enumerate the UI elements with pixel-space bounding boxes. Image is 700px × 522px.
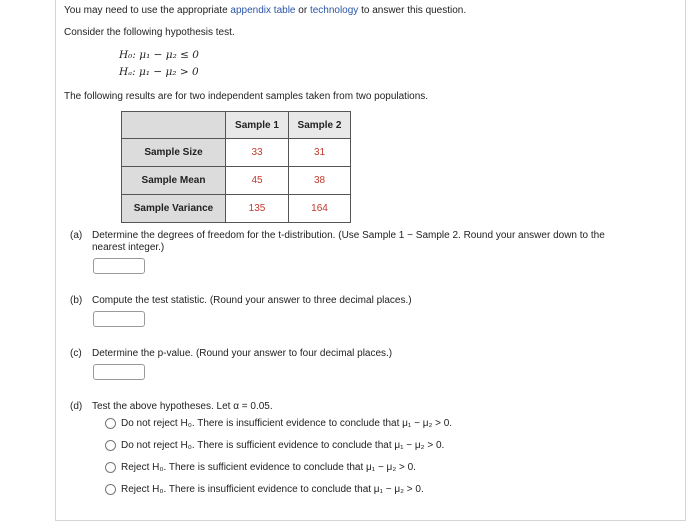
row-label-sample-size: Sample Size [122,139,226,167]
part-a-text-line2: nearest integer.) [92,242,165,253]
part-d-text: Test the above hypotheses. Let α = 0.05. [92,401,273,412]
consider-text: Consider the following hypothesis test. [64,27,235,38]
table-row [122,167,351,195]
sample-variance-1: 135 [226,195,289,223]
part-c-label: (c) [70,348,82,359]
column-header-sample-2: Sample 2 [289,112,351,139]
part-b-label: (b) [70,295,83,306]
sample-variance-2: 164 [289,195,351,223]
intro-prefix: You may need to use the appropriate [64,5,231,16]
option-3-label[interactable]: Reject H₀. There is sufficient evidence to conclude that μ₁ − μ₂ > 0. [121,462,416,473]
sample-size-2: 31 [289,139,351,167]
row-label-sample-variance: Sample Variance [122,195,226,223]
results-text: The following results are for two independent samples taken from two populations. [64,91,429,102]
part-d-label: (d) [70,401,83,412]
row-label-sample-mean: Sample Mean [122,167,226,195]
table-corner-cell [122,112,226,139]
intro-suffix: to answer this question. [358,5,467,16]
option-3-radio[interactable] [105,462,116,473]
sample-size-1: 33 [226,139,289,167]
table-row [122,195,351,223]
option-1-label[interactable]: Do not reject H₀. There is insufficient evidence to conclude that μ₁ − μ₂ > 0. [121,418,453,429]
alternative-hypothesis: Hₐ: μ₁ − μ₂ > 0 [119,66,199,78]
intro-mid: or [295,5,310,16]
p-value-input[interactable] [93,364,145,380]
technology-link[interactable]: technology [309,5,359,16]
column-header-sample-1: Sample 1 [226,112,289,139]
option-1-radio[interactable] [105,418,116,429]
part-c-text: Determine the p-value. (Round your answer to four decimal places.) [92,348,393,359]
appendix-table-link[interactable]: appendix table [230,5,296,16]
option-4-radio[interactable] [105,484,116,495]
sample-mean-1: 45 [226,167,289,195]
intro-line [64,5,466,16]
option-2-label[interactable]: Do not reject H₀. There is sufficient evidence to conclude that μ₁ − μ₂ > 0. [121,440,445,451]
table-row [122,139,351,167]
null-hypothesis: H₀: μ₁ − μ₂ ≤ 0 [119,49,199,61]
part-a-label: (a) [70,230,83,241]
part-a-text-line1: Determine the degrees of freedom for the t-distribution. (Use Sample 1 − Sample 2. Round your answer down to the [92,230,605,241]
option-4-label[interactable]: Reject H₀. There is insufficient evidence to conclude that μ₁ − μ₂ > 0. [121,484,424,495]
table-header-row [122,112,351,139]
sample-mean-2: 38 [289,167,351,195]
option-2-radio[interactable] [105,440,116,451]
degrees-of-freedom-input[interactable] [93,258,145,274]
part-b-text: Compute the test statistic. (Round your answer to three decimal places.) [92,295,412,306]
sample-results-table [121,111,351,223]
test-statistic-input[interactable] [93,311,145,327]
